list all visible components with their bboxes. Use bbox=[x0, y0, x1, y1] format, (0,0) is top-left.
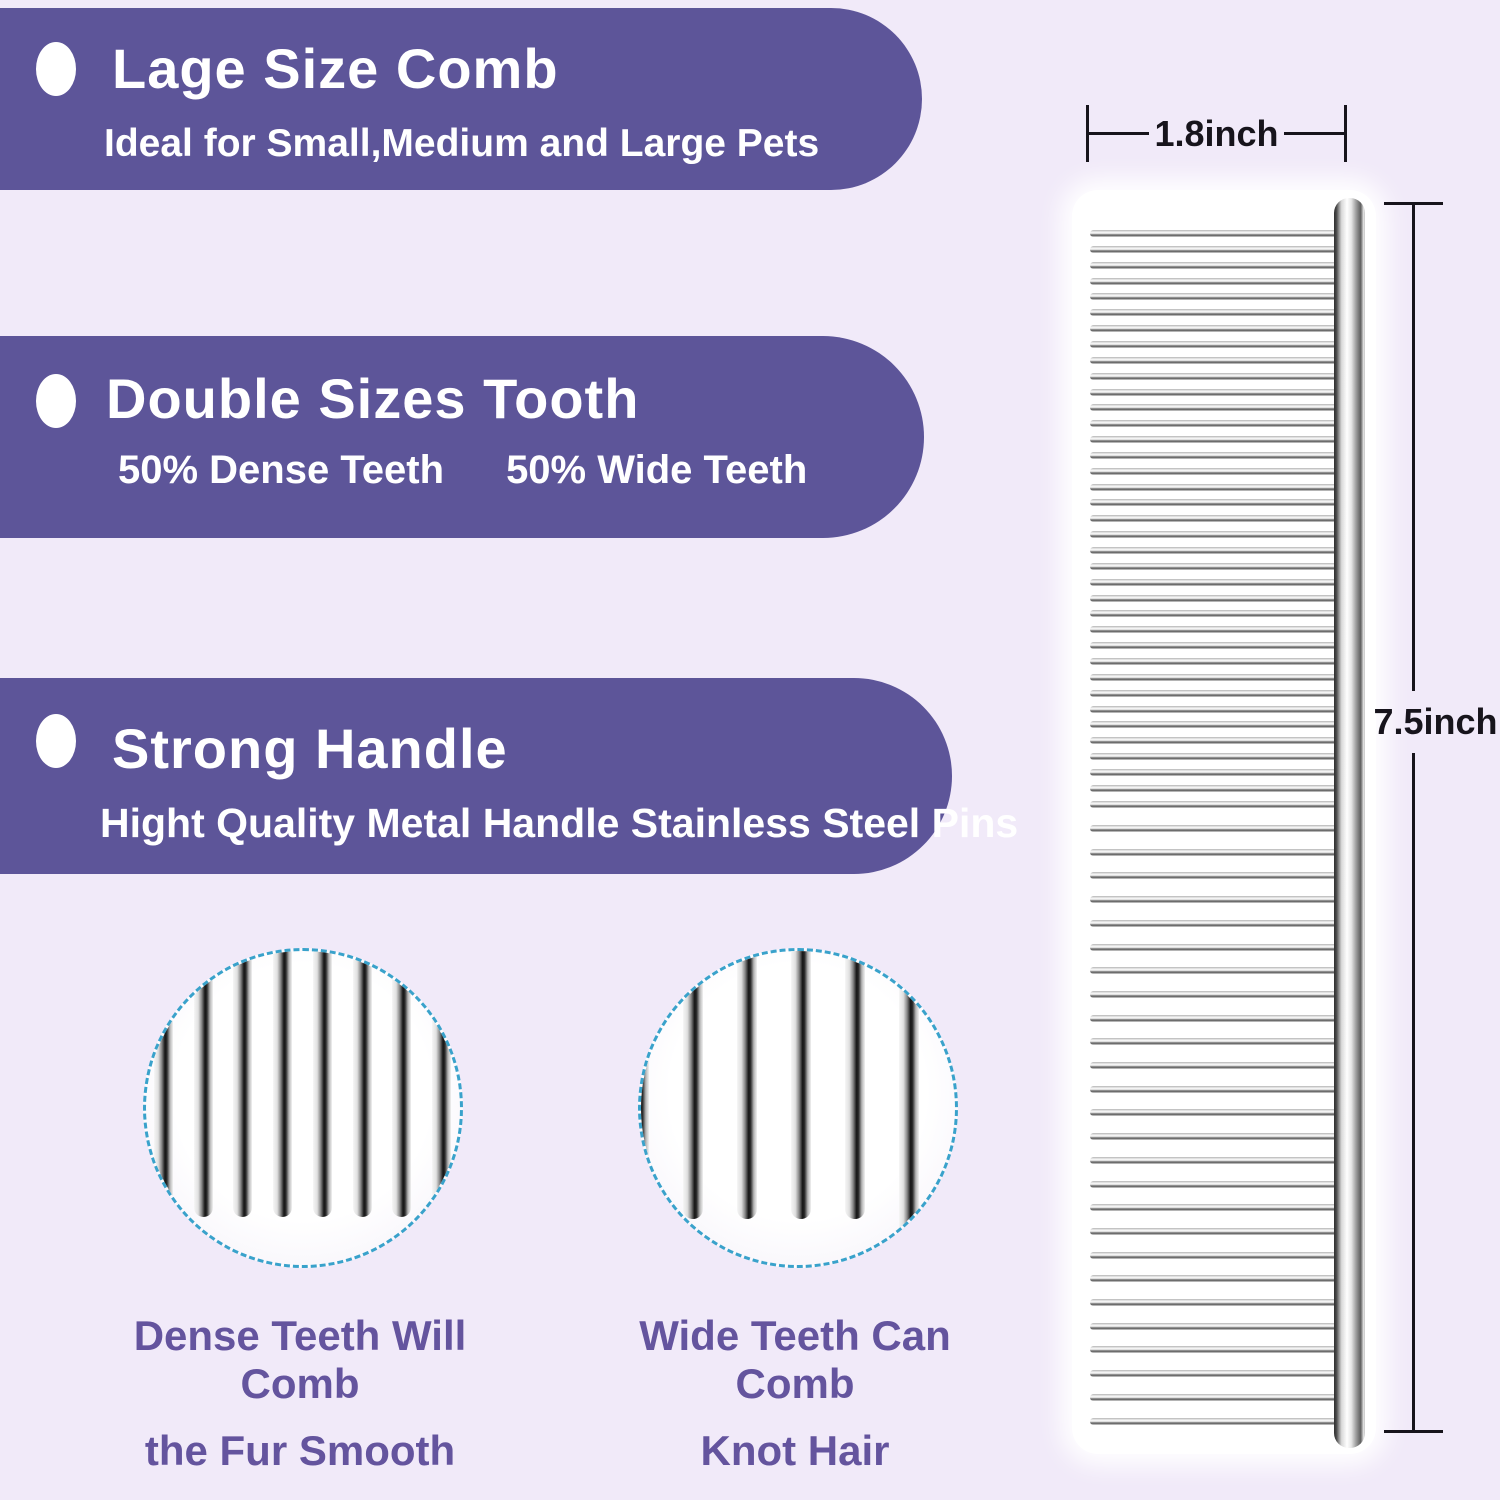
bullet-dot-icon bbox=[36, 714, 76, 768]
feature-title: Strong Handle bbox=[112, 717, 508, 780]
comb-pin bbox=[233, 948, 252, 1217]
dimension-line bbox=[1089, 132, 1149, 135]
caption-line: Wide Teeth Can Comb bbox=[639, 1312, 951, 1407]
comb-pin bbox=[683, 948, 703, 1219]
feature-banner-strong-handle bbox=[0, 678, 1019, 874]
comb-spine bbox=[1334, 198, 1365, 1448]
width-dimension-label: 1.8inch bbox=[1154, 112, 1279, 154]
dense-teeth-ratio: 50% Dense Teeth bbox=[118, 448, 445, 492]
dense-teeth-caption bbox=[80, 1312, 520, 1475]
comb-pin bbox=[638, 948, 649, 1268]
height-dimension-annotation bbox=[1373, 202, 1498, 1433]
comb-pin bbox=[194, 948, 213, 1217]
dimension-line bbox=[1412, 205, 1415, 691]
dimension-line bbox=[1284, 132, 1344, 135]
feature-subtitle: Ideal for Small,Medium and Large Pets bbox=[104, 122, 820, 165]
comb-pin bbox=[392, 948, 411, 1217]
dimension-tick bbox=[1344, 105, 1347, 162]
feature-subtitle: Hight Quality Metal Handle Stainless Steel Pins bbox=[100, 800, 1019, 846]
caption-line: the Fur Smooth bbox=[144, 1427, 456, 1474]
wide-teeth-caption bbox=[575, 1312, 1015, 1475]
caption-line: Dense Teeth Will Comb bbox=[133, 1312, 467, 1407]
bullet-dot-icon bbox=[36, 374, 76, 428]
wide-teeth-ratio: 50% Wide Teeth bbox=[506, 448, 808, 492]
dimension-tick bbox=[1384, 1430, 1443, 1433]
comb-pin bbox=[432, 948, 451, 1268]
height-dimension-label: 7.5inch bbox=[1373, 701, 1498, 742]
detail-circle-wide bbox=[638, 948, 958, 1268]
comb-pin bbox=[154, 948, 173, 1268]
comb-pin bbox=[313, 948, 332, 1217]
detail-circle-dense bbox=[143, 948, 463, 1268]
comb-pin bbox=[899, 948, 919, 1268]
caption-line: Knot Hair bbox=[700, 1427, 890, 1474]
comb-pin bbox=[791, 948, 811, 1219]
comb-photo-backdrop bbox=[1072, 190, 1376, 1454]
bullet-dot-icon bbox=[36, 42, 76, 96]
width-dimension-annotation bbox=[1086, 105, 1347, 162]
comb-pin bbox=[737, 948, 757, 1219]
comb-pin bbox=[845, 948, 865, 1219]
feature-title: Double Sizes Tooth bbox=[106, 367, 640, 430]
dense-pins bbox=[146, 951, 460, 1265]
wide-pins bbox=[641, 951, 955, 1265]
feature-title: Lage Size Comb bbox=[112, 37, 559, 100]
comb-pin bbox=[273, 948, 292, 1217]
comb-pin bbox=[353, 948, 372, 1217]
feature-banner-large-size bbox=[0, 8, 922, 190]
dimension-line bbox=[1412, 753, 1415, 1430]
feature-banner-double-tooth bbox=[0, 336, 924, 538]
feature-subtitle bbox=[118, 448, 807, 493]
